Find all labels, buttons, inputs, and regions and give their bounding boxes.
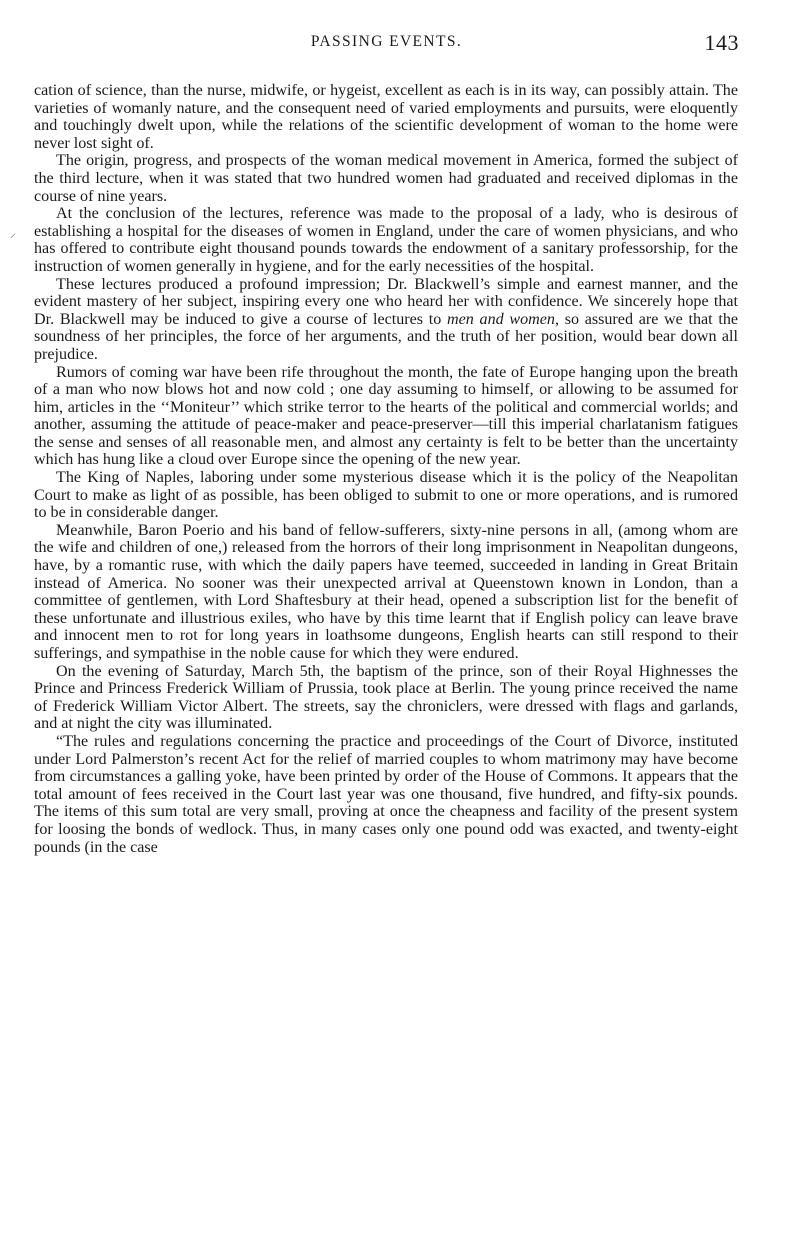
paragraph-america-movement: The origin, progress, and prospects of the woman medical movement in America, formed the subject of the third lecture, when it was stated that two hundred women had graduated and received diplomas in the course of nine years. <box>34 152 738 205</box>
page-number: 143 <box>704 30 739 55</box>
running-head: PASSING EVENTS. <box>310 33 463 50</box>
paragraph-blackwell-lectures <box>34 276 738 364</box>
paragraph-baron-poerio: Meanwhile, Baron Poerio and his band of fellow-sufferers, sixty-nine persons in all, (among whom are the wife and children of one,) released from the horrors of their long imprisonment in Neapolitan dungeons, have, by a romantic ruse, with which the daily papers have teemed, succeeded in landing in Great Britain instead of America. No sooner was their unexpected arrival at Queenstown known in London, than a committee of gentlemen, with Lord Shaftesbury at their head, opened a subscription list for the benefit of these unfortunate and illustrious exiles, who have by this time learnt that if English policy can leave brave and innocent men to rot for long years in loathsome dungeons, English hearts can still respond to their sufferings, and sympathise in the noble cause for which they were endured. <box>34 521 738 662</box>
article-body <box>34 82 738 856</box>
paragraph-king-of-naples: The King of Naples, laboring under some mysterious disease which it is the policy of the Neapolitan Court to make as light of as possible, has been obliged to submit to one or more operations, and is rumored to be in considerable danger. <box>34 469 738 522</box>
paragraph-blackwell-text-end: so assured are we that the soundness of her principles, the force of her arguments, and the truth of her position, would bear down all prejudice. <box>34 310 739 363</box>
paragraph-blackwell-text-start: These lectures produced a profound impression; Dr. Blackwell’s simple and earnest manner, and the evident mastery of her subject, inspiring every one who heard her with confidence. We sincerely hope that Dr. Blackwell may be induced to give a course of lectures to <box>34 275 738 328</box>
margin-mark-icon: ⸝ <box>10 226 17 240</box>
paragraph-hospital-proposal: At the conclusion of the lectures, reference was made to the proposal of a lady, who is desirous of establishing a hospital for the diseases of women in England, under the care of women physicians, and who has offered to contribute eight thousand pounds towards the endowment of a sanitary professorship, for the instruction of women generally in hygiene, and for the early necessities of the hospital. <box>34 205 738 275</box>
page-header <box>34 30 739 58</box>
paragraph-war-rumors: Rumors of coming war have been rife throughout the month, the fate of Europe hanging upon the breath of a man who now blows hot and now cold ; one day assuming to himself, or allowing to be assumed for him, articles in the ‘‘Moniteur’’ which strike terror to the hearts of the political and commercial worlds; and another, assuming the attitude of peace-maker and peace-preserver—till this imperial charlatanism fatigues the sense and senses of all reasonable men, and almost any certainty is felt to be better than the uncertainty which has hung like a cloud over Europe since the opening of the new year. <box>34 363 738 469</box>
paragraph-blackwell-italic: men and women, <box>447 310 559 328</box>
paragraph-prussian-baptism: On the evening of Saturday, March 5th, the baptism of the prince, son of their Royal Highnesses the Prince and Princess Frederick William of Prussia, took place at Berlin. The young prince received the name of Frederick William Victor Albert. The streets, say the chroniclers, were dressed with flags and garlands, and at night the city was illuminated. <box>34 662 738 733</box>
paragraph-science: cation of science, than the nurse, midwife, or hygeist, excellent as each is in its way, can possibly attain. The varieties of womanly nature, and the consequent need of varied employments and pursuits, were eloquently and touchingly dwelt upon, while the relations of the scientific development of woman to the home were never lost sight of. <box>34 82 738 152</box>
paragraph-court-of-divorce: “The rules and regulations concerning the practice and proceedings of the Court of Divorce, instituted under Lord Palmerston’s recent Act for the relief of married couples to whom matrimony may have become from circumstances a galling yoke, have been printed by order of the House of Commons. It appears that the total amount of fees received in the Court last year was one thousand, five hundred, and fifty-six pounds. The items of this sum total are very small, proving at once the cheapness and facility of the present system for loosing the bonds of wedlock. Thus, in many cases only one pound odd was exacted, and twenty-eight pounds (in the case <box>34 732 738 856</box>
